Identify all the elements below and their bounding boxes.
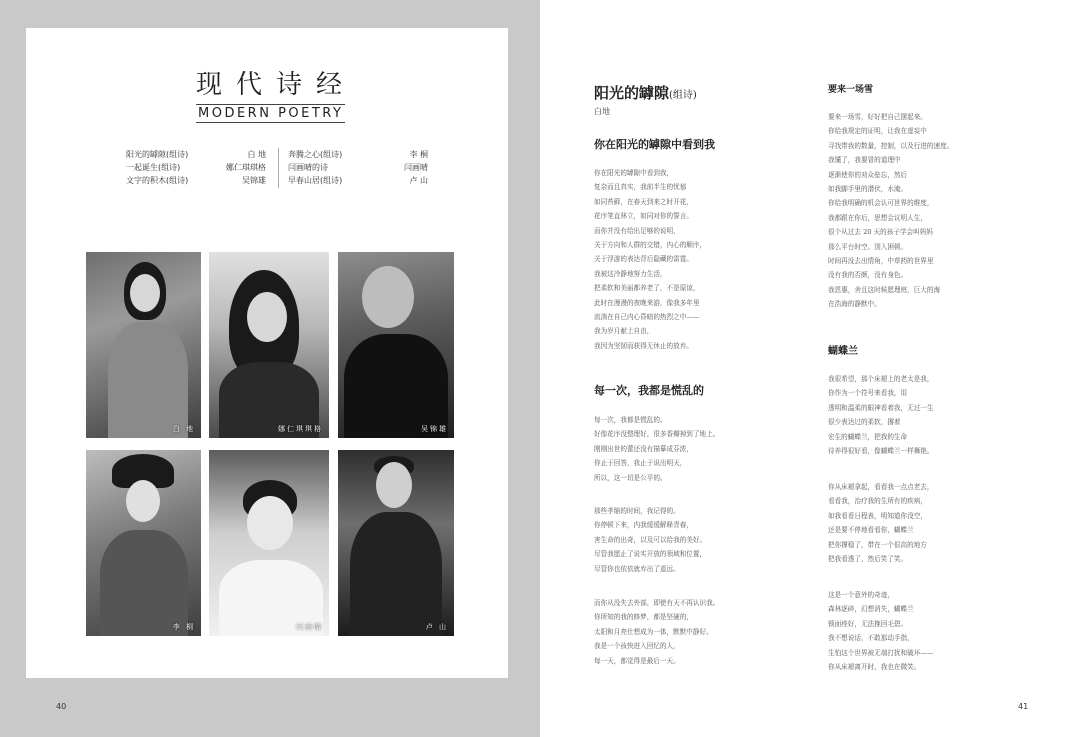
toc-title: 阳光的罅隙(组诗) — [126, 150, 189, 159]
poem-line: 待养得很好看，像蝴蝶兰一样舞艳。 — [828, 446, 934, 455]
toc-entry[interactable] — [288, 174, 428, 187]
poem-line: 宏生的蝴蝶兰，把我的生命 — [828, 432, 908, 441]
poem-line: 此时在漫漫的夜晚来游，像我多年里 — [594, 298, 700, 307]
poem-line: 很个从过去 20 天的孩子学会叫妈妈 — [828, 228, 933, 237]
section-title-cn: 现代诗经 — [196, 70, 357, 100]
toc-title: 奔腾之心(组诗) — [288, 150, 343, 159]
poem-line: 我懂了，我要冒的道理中 — [828, 156, 901, 165]
poem-line: 我被这冷静地努力生活， — [594, 269, 667, 278]
poem-line: 所以，这一切是公平的。 — [594, 473, 667, 482]
poem-line: 生怕这个世界被无端打扰和破坏—— — [828, 648, 934, 657]
poem-title: 蝴蝶兰 — [828, 346, 858, 357]
poem-title: 要来一场雪 — [828, 85, 874, 95]
poem-line: 森林逐碎，幻想消失，蝴蝶兰 — [828, 605, 914, 614]
author-photo-lu-shan — [338, 450, 454, 636]
toc-entry[interactable] — [126, 174, 266, 187]
toc-right-column — [288, 148, 428, 187]
poem-group-title — [594, 82, 697, 103]
author-photo-narenqiqige — [209, 252, 329, 438]
toc-author: 卢 山 — [409, 176, 428, 185]
poem-line: 那些孝缩的时间，我记得的。 — [594, 507, 680, 515]
page-number-left: 40 — [56, 702, 67, 711]
poem-line: 太阳和月亮仕想成为一体，默默中静好。 — [594, 627, 713, 636]
poem-line: 把柔软和美丽都养老了，不是原谅， — [594, 284, 700, 293]
poem-line: 你停顿下来，内我缓缓解释青春， — [594, 521, 693, 530]
poem-line: 没有我的否颜，没有身色。 — [828, 271, 908, 280]
poem-line: 尽管我愿止了说实开放的领域和位置， — [594, 550, 707, 559]
poem-line: 要来一场雪，好好把自己摆起来。 — [828, 113, 927, 121]
toc-entry[interactable] — [288, 161, 428, 174]
poem-line: 如同苔藓，在春天到来之时开花， — [594, 197, 693, 206]
poem-line: 你给我明确的机会认可世界的维度， — [828, 199, 934, 208]
poem-line: 关于方向和人群的交错，内心的顺序， — [594, 240, 707, 249]
photo-caption: 娜仁琪琪格 — [278, 425, 323, 433]
author-photo-yan-huaqing — [209, 450, 329, 636]
poem-stanza — [594, 166, 706, 353]
poem-group-title-suffix: (组诗) — [669, 90, 697, 101]
poem-line: 你作为一个符号来看我，用 — [828, 389, 908, 398]
poem-line: 我是一个孩快进入回忆的人， — [594, 642, 680, 651]
poem-line: 每一天，都觉得是最后一天。 — [594, 656, 680, 665]
poem-line: 还是要不停地看看你，蝴蝶兰 — [828, 526, 914, 535]
poem-line: 花序笔直林立，如同对你的誓言。 — [594, 212, 693, 221]
toc-entry[interactable] — [126, 161, 266, 174]
poem-stanza — [594, 413, 719, 485]
poem-line: 如我看看日程表，明知道你没空， — [828, 511, 927, 520]
author-photo-wu-jinxiong — [338, 252, 454, 438]
poem-line: 看看我，治疗我的生所有的疾病， — [828, 497, 927, 506]
toc-author: 李 桐 — [409, 150, 428, 159]
poem-stanza — [594, 504, 706, 576]
poem-line: 我因为坚韧而获得无休止的放弃。 — [594, 341, 693, 350]
toc-title: 一起诞生(组诗) — [126, 163, 181, 172]
poem-stanza — [828, 588, 934, 674]
poem-line: 如我脚手里的潜伏，水淹。 — [828, 184, 908, 193]
poem-line: 每一次，我都是慌乱的。 — [594, 416, 667, 424]
photo-caption: 白 地 — [172, 425, 195, 433]
poem-author: 白地 — [594, 107, 610, 116]
poem-line: 那么平台时空。别入困顿。 — [828, 242, 908, 251]
photo-caption: 吴锦雄 — [421, 425, 448, 433]
poem-line: 害生命的出奇，以及可以给我的美好。 — [594, 535, 707, 544]
poem-line: 我都跟在你后，思想会议明人生， — [828, 213, 927, 222]
poem-line: 寻找带我的数量，控制，以及行进的速度。 — [828, 141, 954, 150]
poem-line: 在浩海的静默中。 — [828, 300, 881, 309]
author-photo-bai-di — [86, 252, 201, 438]
poem-line: 尽管你也依依就弃出了遥远。 — [594, 564, 680, 573]
poem-line: 把我看透了，然后笑了笑。 — [828, 554, 908, 563]
poem-line: 这是一个意外的奇迹， — [828, 591, 894, 599]
section-title-en: MODERN POETRY — [198, 106, 344, 121]
author-photo-li-tong — [86, 450, 201, 636]
poem-group-title-text: 阳光的罅隙 — [594, 84, 670, 102]
poem-line: 你所知的我的修梦，都是坚硬的， — [594, 613, 693, 622]
toc-entry[interactable] — [126, 148, 266, 161]
poem-line: 而你并没有给出足够的说明， — [594, 226, 680, 235]
photo-caption: 闫画晴 — [296, 623, 323, 631]
poem-line: 关于浮游的表达背后隐藏的雷霆。 — [594, 255, 693, 264]
photo-caption: 卢 山 — [425, 623, 448, 631]
toc-title: 早春山居(组诗) — [288, 176, 343, 185]
poem-stanza — [828, 372, 934, 458]
toc-entry[interactable] — [288, 148, 428, 161]
page-number-right: 41 — [1018, 702, 1029, 711]
poem-line: 你在阳光的罅隙中看到我， — [594, 169, 674, 177]
poem-line: 我恩惠，舍且这时候愿理庭，巨大的海 — [828, 285, 941, 294]
toc-author: 白 地 — [247, 150, 266, 159]
poem-line: 你从床褪离开时，我也在微笑。 — [828, 662, 921, 671]
poem-line: 你给我规定的证明，让我在虚妄中 — [828, 127, 927, 136]
poem-line: 我很希望，那个床褪上的老太是我， — [828, 375, 934, 383]
toc-divider — [278, 148, 279, 188]
poem-stanza — [828, 110, 953, 311]
poem-line: 把你撑稳了，带在一个很高的地方 — [828, 540, 927, 549]
poem-line: 透明和温柔的眼神看着我，无过一生 — [828, 403, 934, 412]
poem-title: 你在阳光的罅隙中看到我 — [594, 138, 715, 151]
poem-stanza — [594, 596, 719, 668]
poem-line: 刚刚出世的蕾还没有描摹成芬浓， — [594, 444, 693, 453]
poem-line: 时间再没去出情角，中草药的世界里 — [828, 256, 934, 265]
toc-title: 文字的积木(组诗) — [126, 176, 189, 185]
toc-author: 娜仁琪琪格 — [226, 163, 266, 172]
poem-line: 锁面痊好，无法挽回毛碧。 — [828, 619, 908, 628]
toc-title: 闫画晴的诗 — [288, 163, 328, 172]
photo-caption: 李 桐 — [172, 623, 195, 631]
poem-line: 逐渐使你的劝众垒忘，然后 — [828, 170, 908, 179]
toc-left-column — [126, 148, 266, 187]
poem-line: 很少表达过的柔软，撂着 — [828, 418, 901, 427]
toc-author: 闫画晴 — [404, 163, 428, 172]
poem-line: 流淌在自己内心昏暗的热烈之中—— — [594, 312, 700, 321]
right-page — [540, 0, 1080, 737]
poem-line: 你止于回答，我止于说出明天， — [594, 459, 687, 468]
poem-line: 你从床褪拿起，看看我一点点老去， — [828, 483, 934, 491]
toc-author: 吴锦雄 — [242, 176, 266, 185]
poem-line: 而你从没失去外部，即使有天不再认识我。 — [594, 599, 720, 607]
poem-title: 每一次，我都是慌乱的 — [594, 384, 704, 397]
poem-line: 复杂而且真实，我前半生的忧郁 — [594, 183, 687, 192]
poem-line: 我不想说话，不敢那动手指， — [828, 634, 914, 643]
poem-stanza — [828, 480, 934, 566]
poem-line: 我为岁月献上自由， — [594, 327, 654, 336]
poem-line: 好像花序没整理好，很多香瓣掉到了地上。 — [594, 430, 720, 439]
